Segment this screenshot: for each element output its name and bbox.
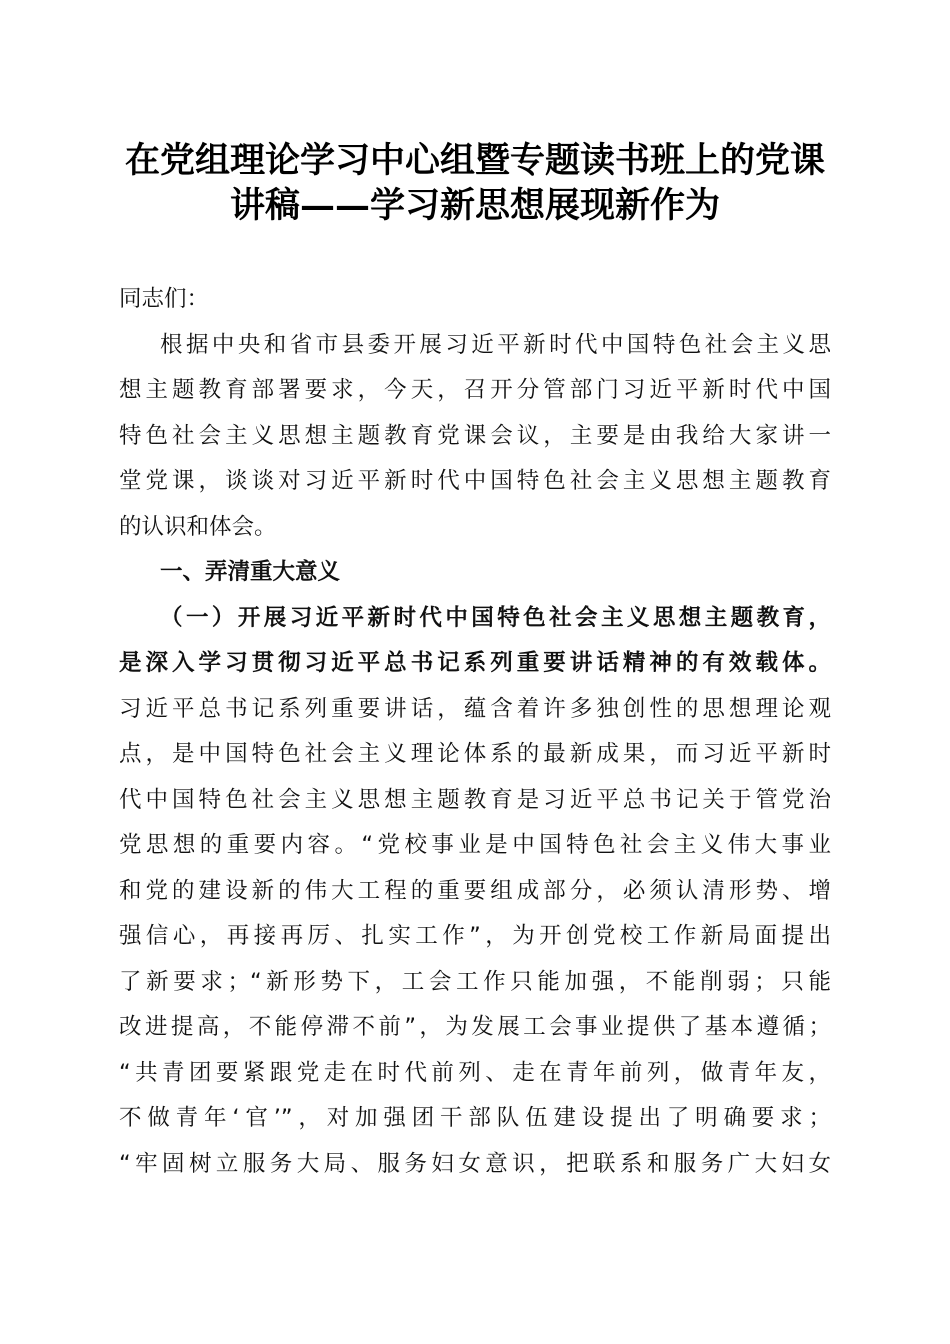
subsection-heading-line: （一）开展习近平新时代中国特色社会主义思想主题教育，: [160, 604, 831, 631]
paragraph-line: 点，是中国特色社会主义理论体系的最新成果，而习近平新时: [119, 741, 831, 767]
intro-paragraph: [119, 323, 831, 551]
paragraph-line: 改进提高，不能停滞不前”，为发展工会事业提供了基本遵循；: [119, 1014, 831, 1040]
paragraph-line: 特色社会主义思想主题教育党课会议，主要是由我给大家讲一: [119, 422, 831, 449]
title-line: 在党组理论学习中心组暨专题读书班上的党课: [124, 140, 825, 181]
paragraph-line: 和党的建设新的伟大工程的重要组成部分，必须认清形势、增: [119, 877, 831, 904]
paragraph-line: 不做青年‘官’”，对加强团干部队伍建设提出了明确要求；: [119, 1105, 831, 1131]
section-heading: 一、弄清重大意义: [160, 559, 341, 585]
document-title: [100, 138, 850, 228]
paragraph-line: 代中国特色社会主义思想主题教育是习近平总书记关于管党治: [119, 786, 831, 813]
subsection-paragraph: [119, 596, 831, 1188]
paragraph-line: “牢固树立服务大局、服务妇女意识，把联系和服务广大妇女: [119, 1150, 831, 1177]
paragraph-line: 强信心，再接再厉、扎实工作”，为开创党校工作新局面提出: [119, 923, 831, 949]
paragraph-line: 了新要求；“新形势下，工会工作只能加强，不能削弱；只能: [119, 968, 831, 995]
paragraph-line: 想主题教育部署要求，今天，召开分管部门习近平新时代中国: [119, 377, 831, 403]
paragraph-line: “共青团要紧跟党走在时代前列、走在青年前列，做青年友，: [119, 1059, 831, 1086]
paragraph-line: 党思想的重要内容。“党校事业是中国特色社会主义伟大事业: [119, 832, 831, 858]
subsection-heading-line: 是深入学习贯彻习近平总书记系列重要讲话精神的有效载体。: [119, 650, 831, 676]
paragraph-line: 根据中央和省市县委开展习近平新时代中国特色社会主义思: [160, 331, 831, 358]
paragraph-line: 堂党课，谈谈对习近平新时代中国特色社会主义思想主题教育: [119, 468, 831, 494]
document-body: [119, 277, 831, 1187]
title-line: 讲稿——学习新思想展现新作为: [229, 185, 720, 226]
paragraph-line: 习近平总书记系列重要讲话，蕴含着许多独创性的思想理论观: [119, 695, 831, 722]
salutation: 同志们：: [119, 286, 210, 312]
paragraph-line: 的认识和体会。: [119, 513, 277, 540]
